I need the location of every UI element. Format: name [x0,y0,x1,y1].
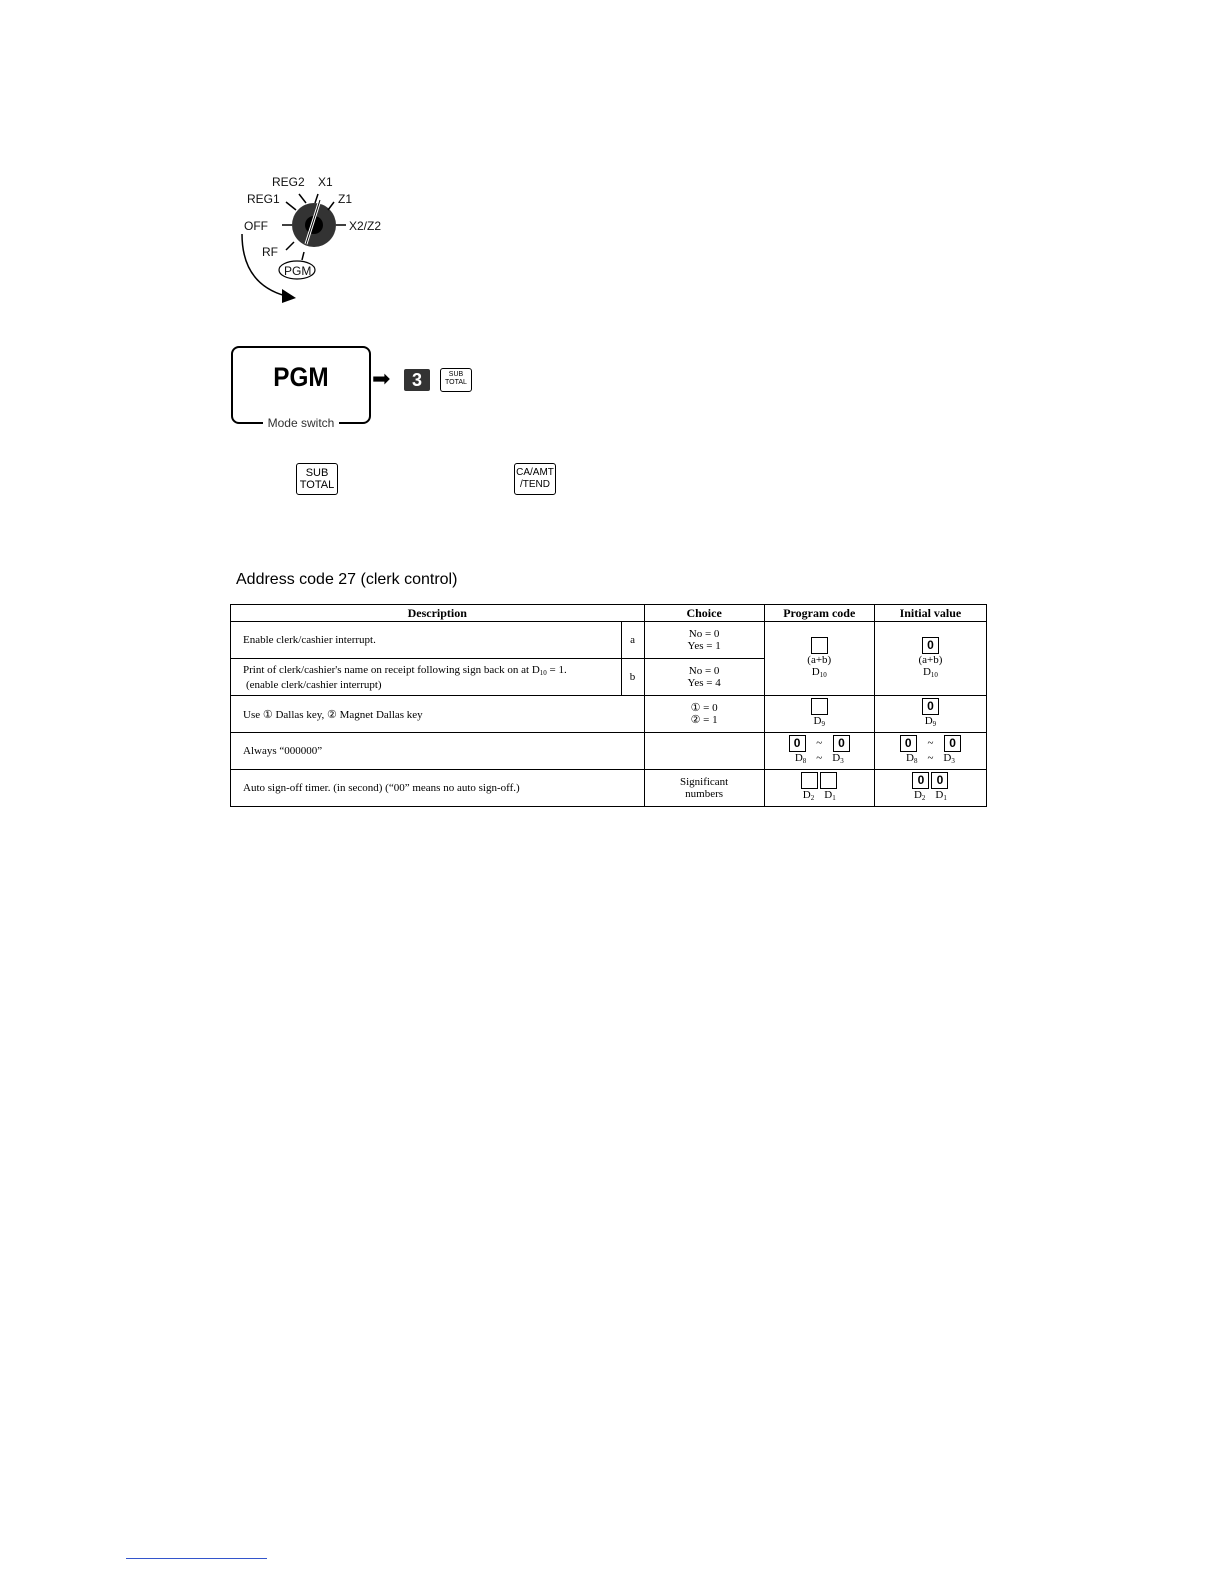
value-box: 0 [922,698,939,715]
value-box: 0 [944,735,961,752]
row-choice [644,770,764,807]
value-box: 0 [900,735,917,752]
ab-label: (a+b) [807,653,832,666]
choice-line: numbers [685,788,724,800]
table-row [231,696,987,733]
program-code-d9 [764,696,874,733]
footnote-divider [126,1558,267,1559]
digit-range-label: $D_8$ ~ $D_3$ [794,752,844,765]
row-description: Auto sign-off timer. (in second) (“00” means no auto sign-off.) [231,770,645,807]
digit-label: $D_{10}$ [922,665,938,679]
header-program-code: Program code [764,605,874,622]
pgm-mode-box [231,346,371,430]
code-box [811,698,828,715]
code-box [820,772,837,789]
choice-line: Yes = 4 [687,677,721,689]
dial-label-reg2: REG2 [272,175,305,189]
row-description: Always “000000” [231,733,645,770]
row-description: Enable clerk/cashier interrupt. [231,622,622,659]
clerk-control-table [230,604,987,807]
header-initial-value: Initial value [874,605,986,622]
pgm-mode-label: PGM [273,362,329,392]
initial-value-d2-d1 [874,770,986,807]
arrow-right-icon: ➡ [372,367,391,392]
row-description: Use ① Dallas key, ② Magnet Dallas key [231,696,645,733]
key-caamt-line2: /TEND [520,479,550,490]
key-subtotal-line2: TOTAL [299,479,335,491]
dial-label-pgm: PGM [284,264,312,278]
table-header-row [231,605,987,622]
initial-value-d8-d3 [874,733,986,770]
key-caamt-tend [514,463,556,495]
row-tag: b [621,659,644,696]
key-subtotal [296,463,338,495]
choice-line: ① = 0 [690,702,718,714]
dial-label-x1: X1 [318,175,333,189]
digit-label: $D_{10}$ [811,665,827,679]
section-title: Address code 27 (clerk control) [236,571,458,588]
row-choice [644,622,764,659]
key-subtotal-small-label: SUB TOTAL [445,371,467,386]
choice-line: No = 0 [688,665,720,677]
range-tilde: ~ [816,737,823,750]
row-choice [644,659,764,696]
value-box: 0 [931,772,948,789]
row-choice [644,696,764,733]
header-description: Description [231,605,645,622]
key-subtotal-small [440,368,472,392]
row-description [231,659,622,696]
digit-label: $D_9$ [924,715,937,728]
header-choice: Choice [644,605,764,622]
choice-line: Significant [679,776,729,788]
program-code-d2-d1 [764,770,874,807]
code-box [811,637,828,654]
key-subtotal-line1: SUB [305,467,329,479]
ab-label: (a+b) [918,653,943,666]
description-line: Print of clerk/cashier's name on receipt following sign back on at $D_{10} = 1$. [243,663,567,677]
digit-pair-label: $D_2$ $D_1$ [913,789,947,802]
choice-line: ② = 1 [690,714,718,726]
key-caamt-line1: CA/AMT [516,467,554,478]
table-row [231,733,987,770]
row-tag: a [621,622,644,659]
program-code-d8-d3 [764,733,874,770]
digit-pair-label: $D_2$ $D_1$ [802,789,836,802]
value-box: 0 [912,772,929,789]
code-box [801,772,818,789]
dial-label-rf: RF [262,245,278,259]
table-row [231,622,987,659]
code-box: 0 [833,735,850,752]
description-line: (enable clerk/cashier interrupt) [246,678,382,691]
digit-range-label: $D_8$ ~ $D_3$ [905,752,955,765]
key-number: 3 [404,369,430,391]
table-row [231,770,987,807]
dial-label-z1: Z1 [338,192,353,206]
digit-label: $D_9$ [813,715,825,728]
mode-switch-dial [236,172,396,307]
initial-value-d9 [874,696,986,733]
code-box: 0 [789,735,806,752]
program-code-ab [764,622,874,696]
range-tilde: ~ [927,737,934,750]
dial-label-x2z2: X2/Z2 [349,219,382,233]
mode-switch-caption: Mode switch [263,416,339,430]
value-box: 0 [922,637,939,654]
dial-label-reg1: REG1 [247,192,280,206]
choice-line: Yes = 1 [687,640,721,652]
dial-label-off: OFF [244,219,268,233]
initial-value-ab [874,622,986,696]
row-choice-empty [644,733,764,770]
choice-line: No = 0 [688,628,720,640]
